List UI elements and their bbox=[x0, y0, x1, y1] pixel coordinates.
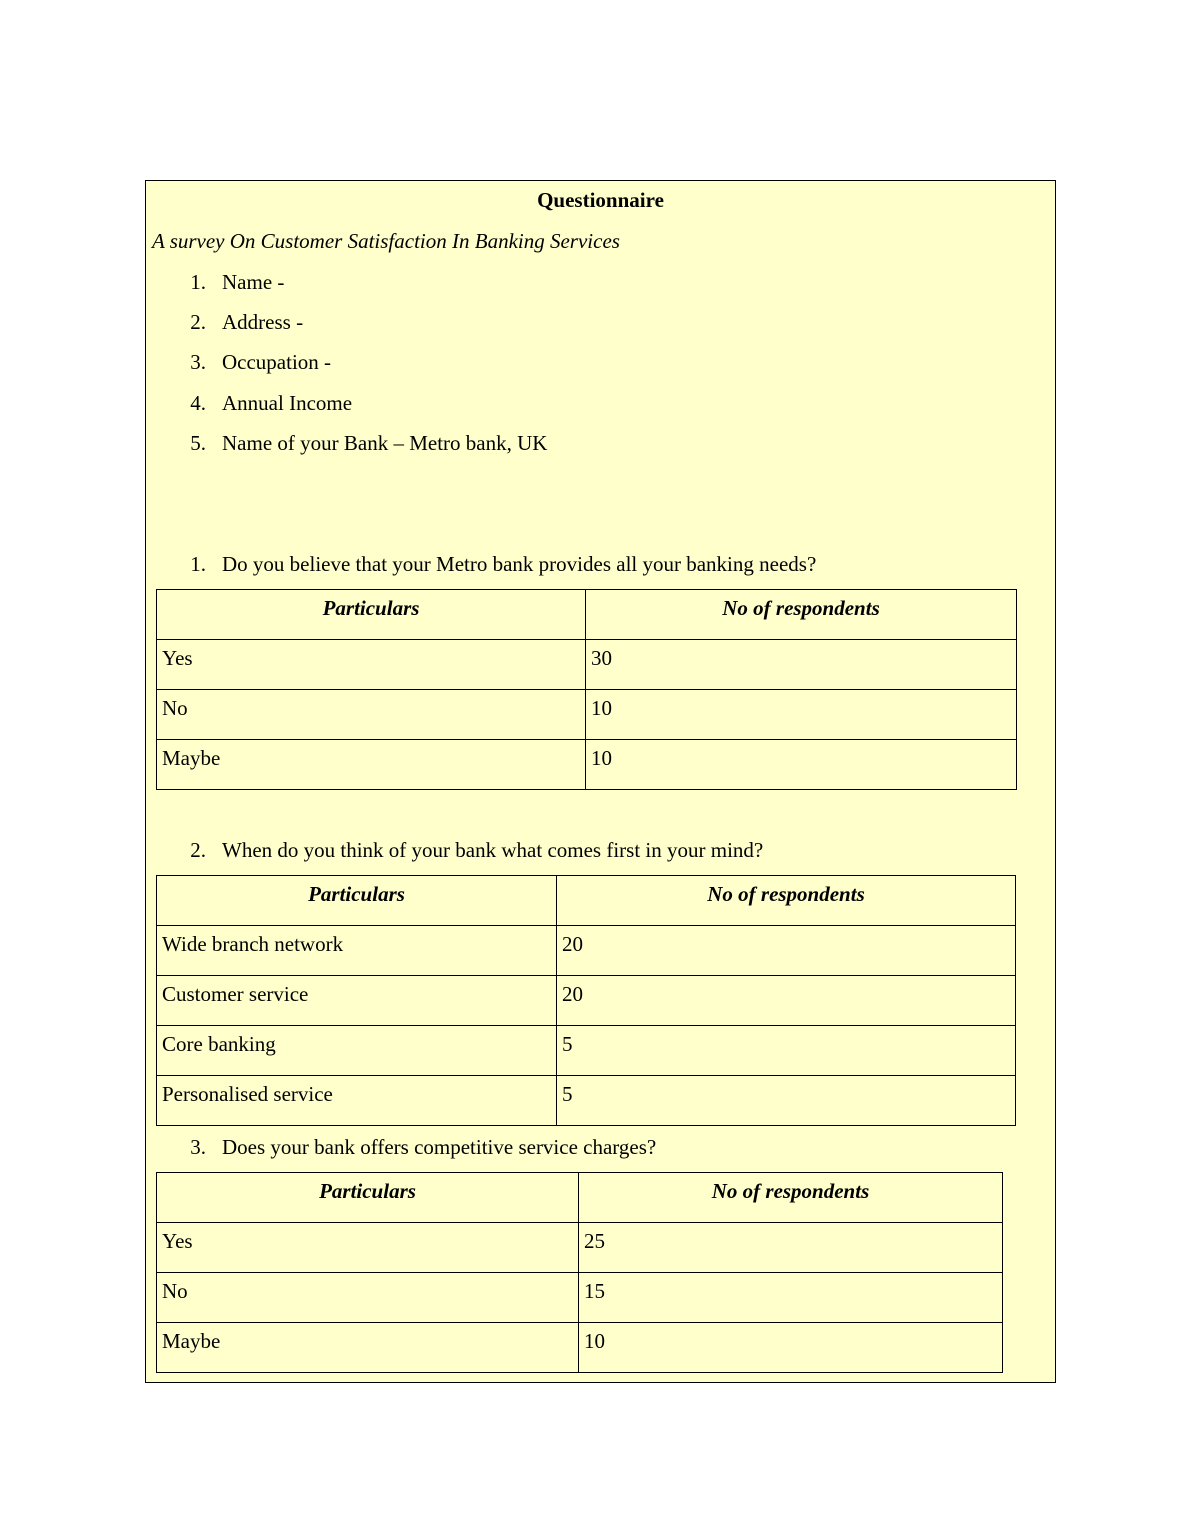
table-row bbox=[157, 740, 1017, 790]
info-field-number: 1. bbox=[190, 270, 206, 294]
table-cell: Core banking bbox=[157, 1026, 557, 1076]
table-row bbox=[157, 926, 1016, 976]
info-field-number: 3. bbox=[190, 350, 206, 374]
info-field-address: Address - bbox=[222, 310, 304, 334]
question-number: 2. bbox=[190, 838, 206, 862]
column-header: No of respondents bbox=[579, 1173, 1003, 1223]
question-1-text: Do you believe that your Metro bank provides all your banking needs? bbox=[222, 552, 817, 576]
table-cell: 20 bbox=[557, 976, 1016, 1026]
table-cell: 25 bbox=[579, 1223, 1003, 1273]
table-cell: 5 bbox=[557, 1076, 1016, 1126]
table-cell: Yes bbox=[157, 640, 586, 690]
question-2-text: When do you think of your bank what comes first in your mind? bbox=[222, 838, 764, 862]
info-field-name: Name - bbox=[222, 270, 285, 294]
question-number: 3. bbox=[190, 1135, 206, 1159]
table-cell: 10 bbox=[579, 1323, 1003, 1373]
column-header: No of respondents bbox=[586, 590, 1017, 640]
table-cell: Personalised service bbox=[157, 1076, 557, 1126]
question-1-table bbox=[156, 589, 1017, 790]
question-number: 1. bbox=[190, 552, 206, 576]
column-header: Particulars bbox=[157, 590, 586, 640]
page-title: Questionnaire bbox=[537, 188, 664, 212]
question-2-table bbox=[156, 875, 1016, 1126]
table-row bbox=[157, 1026, 1016, 1076]
table-row bbox=[157, 1223, 1003, 1273]
table-cell: 10 bbox=[586, 740, 1017, 790]
table-cell: Yes bbox=[157, 1223, 579, 1273]
column-header: Particulars bbox=[157, 1173, 579, 1223]
table-cell: 20 bbox=[557, 926, 1016, 976]
table-cell: 30 bbox=[586, 640, 1017, 690]
info-field-number: 4. bbox=[190, 391, 206, 415]
table-cell: Maybe bbox=[157, 740, 586, 790]
table-cell: Wide branch network bbox=[157, 926, 557, 976]
column-header: Particulars bbox=[157, 876, 557, 926]
info-field-bank: Name of your Bank – Metro bank, UK bbox=[222, 431, 548, 455]
column-header: No of respondents bbox=[557, 876, 1016, 926]
table-cell: Maybe bbox=[157, 1323, 579, 1373]
table-cell: No bbox=[157, 1273, 579, 1323]
table-row bbox=[157, 640, 1017, 690]
table-header-row bbox=[157, 876, 1016, 926]
question-3-text: Does your bank offers competitive service charges? bbox=[222, 1135, 657, 1159]
questionnaire-box bbox=[145, 180, 1056, 1383]
table-cell: 5 bbox=[557, 1026, 1016, 1076]
table-cell: Customer service bbox=[157, 976, 557, 1026]
info-field-number: 5. bbox=[190, 431, 206, 455]
table-header-row bbox=[157, 590, 1017, 640]
table-cell: No bbox=[157, 690, 586, 740]
table-header-row bbox=[157, 1173, 1003, 1223]
info-field-occupation: Occupation - bbox=[222, 350, 332, 374]
table-cell: 15 bbox=[579, 1273, 1003, 1323]
info-field-number: 2. bbox=[190, 310, 206, 334]
table-row bbox=[157, 1076, 1016, 1126]
table-row bbox=[157, 1323, 1003, 1373]
table-row bbox=[157, 976, 1016, 1026]
table-cell: 10 bbox=[586, 690, 1017, 740]
table-row bbox=[157, 690, 1017, 740]
info-field-income: Annual Income bbox=[222, 391, 353, 415]
table-row bbox=[157, 1273, 1003, 1323]
question-3-table bbox=[156, 1172, 1003, 1373]
survey-subtitle: A survey On Customer Satisfaction In Banking Services bbox=[152, 229, 620, 253]
